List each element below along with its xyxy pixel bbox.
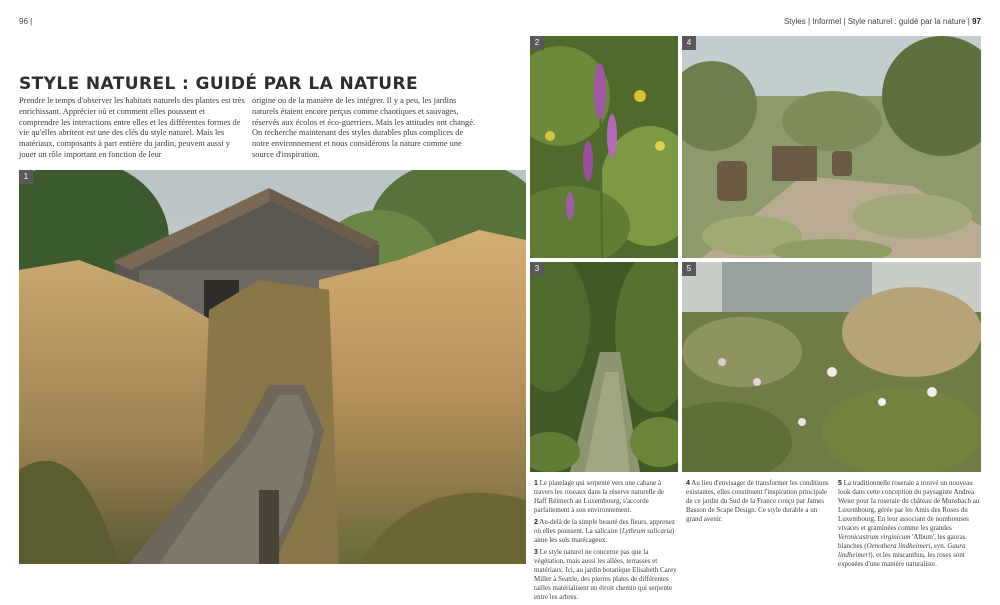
caption-plant-name: Lythrum salicaria	[621, 527, 673, 535]
caption-plant-name: Oenothera lindheimeri	[866, 542, 931, 550]
photo-number-badge: 5	[682, 262, 696, 276]
intro-column-2: origine ou de la manière de les intégrer. Il y a peu, les jardins naturels étaient encore perçus comme chaotiques et sauvages, réservés aux écolos et éco-guerriers. Mais les attitudes ont changé. On recherche maintenant des styles durables plus complices de notre environnement et nous considérons la nature comme une source d'inspiration.	[252, 96, 476, 159]
caption-number: 2	[534, 519, 538, 526]
caption-number: 4	[686, 480, 690, 487]
photo-terrace-illustration	[682, 36, 981, 258]
breadcrumb: Styles | Informel | Style naturel : guidé par la nature |	[783, 17, 970, 26]
caption-plant-name: Gaura lindheimeri	[838, 542, 966, 559]
caption-text: Le style naturel ne concerne pas que la végétation, mais aussi les allées, terrasses et matériaux. Ici, au jardin botanique Elisabeth Carey Miller à Seattle, des pierres plates de différentes tailles matérialisent un étroit chemin qui serpente entre les arbres.	[534, 548, 677, 601]
photo-stone-path-illustration	[530, 262, 678, 472]
photo-number-badge: 4	[682, 36, 696, 50]
caption-text: 'Album', les gauras blanches (	[838, 533, 966, 550]
caption-text: Au-delà de la simple beauté des fleurs, apprenez où elles poussent. La salicaire (	[534, 518, 675, 535]
caption	[686, 479, 830, 524]
caption-number: 1	[534, 480, 538, 487]
photo-stone-path	[530, 262, 678, 472]
photo-cabin-illustration	[19, 170, 526, 564]
caption-plant-name: Veronicastrum virginicum	[838, 533, 911, 541]
page-number-right: 97	[972, 17, 981, 26]
photo-purple-loosestrife	[530, 36, 678, 258]
caption	[534, 479, 678, 515]
page-number-left-value: 96	[19, 17, 28, 26]
caption-text: Le platelage qui serpente vers une cabane à travers les roseaux dans la réserve naturelle de Haff Réimech au Luxembourg, s'accorde parfaitement à son environnement.	[534, 479, 665, 514]
photo-terrace-garden	[682, 36, 981, 258]
photo-rose-garden	[682, 262, 981, 472]
caption-text: La traditionnelle roseraie a trouvé un nouveau look dans cette conception du paysagiste Andrea Weier pour la roseraie du château de Munsbach au Luxembourg, gérée par les Amis des Roses du Luxembourg. En leur associant de nombreuses vivaces et graminées comme les grandes	[838, 479, 980, 532]
photo-loosestrife-illustration	[530, 36, 678, 258]
caption-number: 5	[838, 480, 842, 487]
caption-column-1	[534, 479, 678, 605]
caption-text: Au lieu d'envisager de transformer les conditions existantes, elles constituent l'inspiration principale de ce jardin du Sud de la France conçu par James Basson de Scape Design. Ce style durable a un grand avenir.	[686, 479, 829, 523]
photo-rose-garden-illustration	[682, 262, 981, 472]
intro-column-1: Prendre le temps d'observer les habitats naturels des plantes est très enrichissant. Apprécier où et comment elles poussent et comprendre les interactions entre elles et les différentes formes de vie qu'elles abritent est une des clés du style naturel. Mais les matériaux, composants à part entière du jardin, peuvent aussi y jouer un rôle important en fonction de leur	[19, 96, 245, 159]
caption-column-3	[838, 479, 982, 572]
caption-column-2	[686, 479, 830, 527]
caption-text: ) aime les sols marécageux.	[534, 527, 675, 544]
article-title: STYLE NATUREL : GUIDÉ PAR LA NATURE	[19, 74, 419, 94]
photo-number-badge: 1	[19, 170, 33, 184]
photo-number-badge: 3	[530, 262, 544, 276]
photo-cabin-boardwalk	[19, 170, 526, 564]
caption	[838, 479, 982, 569]
caption-text: , syn.	[930, 542, 948, 550]
page-number-left: 96 |	[19, 17, 33, 26]
caption	[534, 518, 678, 545]
running-header	[784, 17, 981, 26]
photo-number-badge: 2	[530, 36, 544, 50]
caption-number: 3	[534, 549, 538, 556]
caption	[534, 548, 678, 602]
caption-text: ), et les miscanthus, les roses sont exposées d'une manière naturaliste.	[838, 551, 965, 568]
